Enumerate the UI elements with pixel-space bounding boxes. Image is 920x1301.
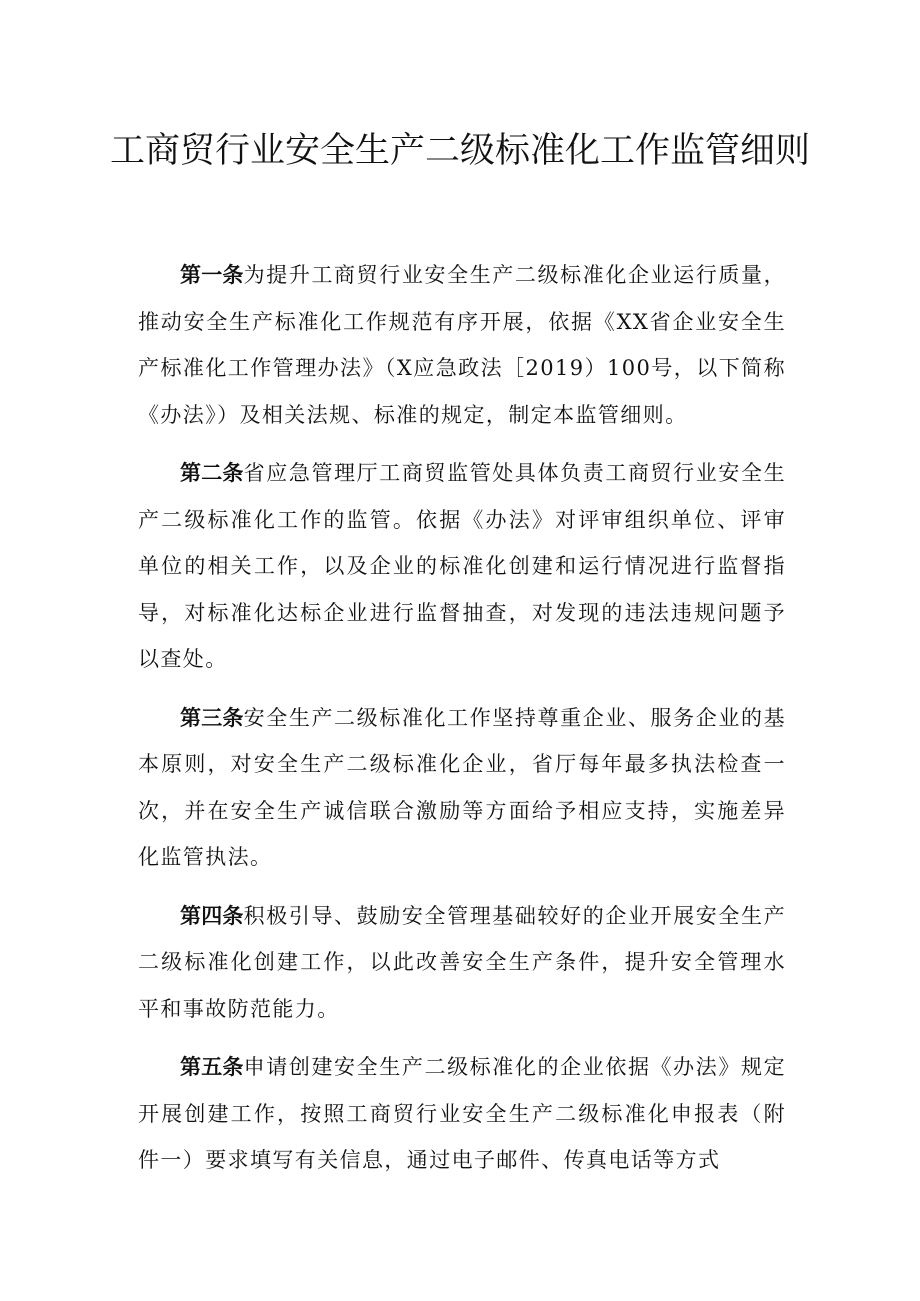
article-label: 第五条: [180, 1055, 244, 1079]
article-5: [138, 1044, 786, 1184]
article-label: 第三条: [180, 705, 244, 730]
article-text: 省应急管理厅工商贸监管处具体负责工商贸行业安全生产二级标准化工作的监管。依据《办法》对评审组织单位、评审单位的相关工作，以及企业的标准化创建和运行情况进行监督指导，对标准化达标企业进行监督抽查，对发现的违法违规问题予以查处。: [138, 461, 786, 671]
document-body: [138, 252, 786, 1196]
article-text: 安全生产二级标准化工作坚持尊重企业、服务企业的基本原则，对安全生产二级标准化企业，省厅每年最多执法检查一次，并在安全生产诚信联合激励等方面给予相应支持，实施差异化监管执法。: [138, 705, 786, 869]
article-label: 第一条: [180, 263, 244, 287]
article-text: 为提升工商贸行业安全生产二级标准化企业运行质量，推动安全生产标准化工作规范有序开展，依据《XX省企业安全生产标准化工作管理办法》（X应急政法［2019）100号，以下简称《办法》）及相关法规、标准的规定，制定本监管细则。: [138, 263, 786, 427]
article-4: [138, 893, 786, 1033]
article-label: 第四条: [180, 903, 244, 928]
article-label: 第二条: [180, 461, 244, 485]
article-1: [138, 252, 786, 438]
article-text: 申请创建安全生产二级标准化的企业依据《办法》规定开展创建工作，按照工商贸行业安全生产二级标准化申报表（附件一）要求填写有关信息，通过电子邮件、传真电话等方式: [138, 1055, 786, 1172]
article-2: [138, 450, 786, 683]
article-text: 积极引导、鼓励安全管理基础较好的企业开展安全生产二级标准化创建工作，以此改善安全生产条件，提升安全管理水平和事故防范能力。: [138, 903, 786, 1021]
article-3: [138, 695, 786, 881]
document-title: 工商贸行业安全生产二级标准化工作监管细则: [110, 131, 811, 172]
